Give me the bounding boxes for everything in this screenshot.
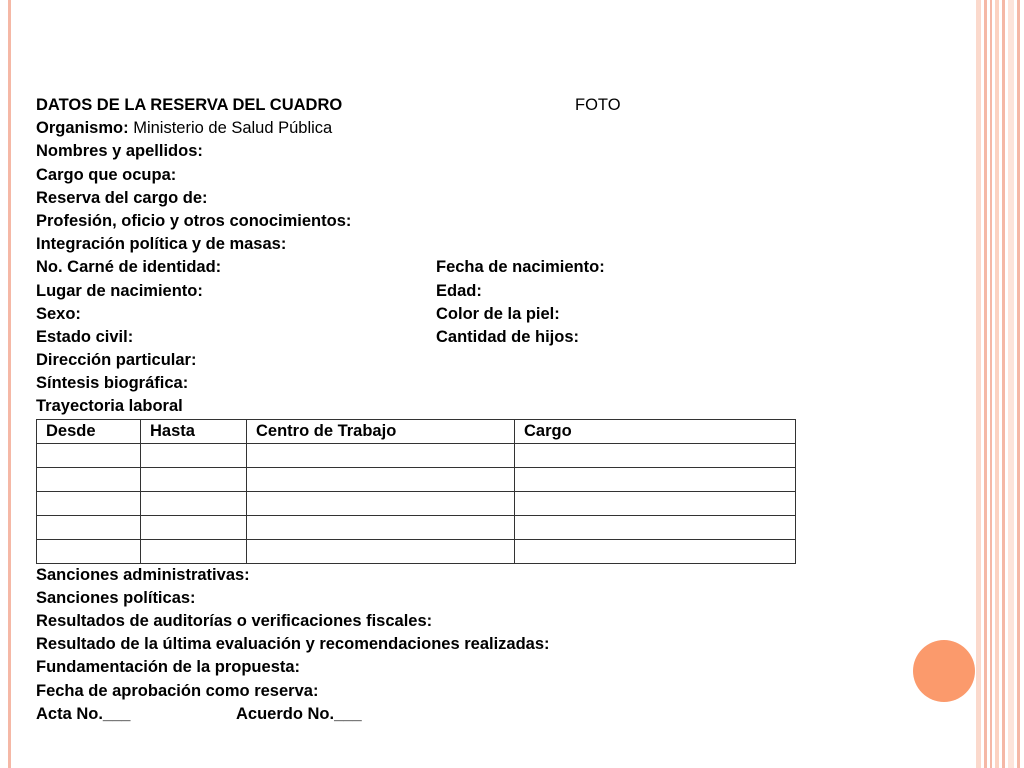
table-row (37, 515, 796, 539)
table-cell (247, 443, 515, 467)
table-row (37, 539, 796, 563)
field-integracion: Integración política y de masas: (36, 235, 287, 254)
reserve-form (36, 94, 796, 726)
field-sintesis: Síntesis biográfica: (36, 374, 189, 393)
trayectoria-table (36, 419, 796, 564)
table-cell (141, 539, 247, 563)
table-header-row (37, 419, 796, 443)
field-carne: No. Carné de identidad: (36, 258, 222, 277)
form-title: DATOS DE LA RESERVA DEL CUADRO (36, 96, 343, 114)
table-cell (37, 539, 141, 563)
table-cell (247, 539, 515, 563)
field-row-civil-hijos (36, 326, 796, 349)
table-cell (515, 515, 796, 539)
field-row-sexo-piel (36, 303, 796, 326)
field-fecha-nacimiento: Fecha de nacimiento: (436, 258, 605, 277)
field-nombres: Nombres y apellidos: (36, 142, 203, 161)
table-cell (37, 443, 141, 467)
col-header-cargo: Cargo (515, 419, 796, 443)
left-decorative-rule (8, 0, 11, 768)
field-fundamentacion: Fundamentación de la propuesta: (36, 658, 301, 677)
field-fecha-aprobacion: Fecha de aprobación como reserva: (36, 681, 319, 700)
field-edad: Edad: (436, 281, 482, 300)
field-auditorias: Resultados de auditorías o verificaciones fiscales: (36, 612, 433, 630)
field-reserva-cargo: Reserva del cargo de: (36, 188, 208, 207)
table-cell (141, 515, 247, 539)
table-cell (37, 515, 141, 539)
table-row (37, 443, 796, 467)
table-cell (247, 467, 515, 491)
table-cell (37, 491, 141, 515)
field-sexo: Sexo: (36, 304, 81, 323)
field-lugar-nacimiento: Lugar de nacimiento: (36, 281, 203, 300)
right-decorative-stripes (976, 0, 1024, 768)
table-cell (141, 443, 247, 467)
field-direccion: Dirección particular: (36, 351, 197, 370)
table-row (37, 491, 796, 515)
table-cell (515, 491, 796, 515)
accent-circle (913, 640, 975, 702)
field-sanciones-politicas: Sanciones políticas: (36, 588, 196, 607)
form-title-row (36, 94, 796, 117)
field-cargo-ocupa: Cargo que ocupa: (36, 165, 177, 184)
field-sanciones-admin: Sanciones administrativas: (36, 565, 250, 584)
acta-field: Acta No.___ (36, 704, 131, 723)
field-trayectoria: Trayectoria laboral (36, 397, 183, 416)
organismo-label: Organismo: (36, 119, 129, 138)
table-cell (247, 491, 515, 515)
acuerdo-field: Acuerdo No.___ (236, 704, 362, 723)
field-cantidad-hijos: Cantidad de hijos: (436, 327, 580, 346)
organismo-value: Ministerio de Salud Pública (133, 119, 333, 138)
col-header-centro: Centro de Trabajo (247, 419, 515, 443)
photo-label: FOTO (575, 96, 621, 114)
table-cell (515, 443, 796, 467)
table-cell (515, 467, 796, 491)
field-row-carne-fecha (36, 256, 796, 279)
footer-row (36, 703, 796, 726)
organismo-row (36, 117, 796, 140)
field-color-piel: Color de la piel: (436, 304, 560, 323)
table-cell (515, 539, 796, 563)
table-cell (247, 515, 515, 539)
col-header-hasta: Hasta (141, 419, 247, 443)
table-cell (141, 491, 247, 515)
field-row-lugar-edad (36, 280, 796, 303)
table-cell (37, 467, 141, 491)
col-header-desde: Desde (37, 419, 141, 443)
table-row (37, 467, 796, 491)
field-profesion: Profesión, oficio y otros conocimientos: (36, 211, 352, 230)
field-estado-civil: Estado civil: (36, 327, 134, 346)
field-ultima-evaluacion: Resultado de la última evaluación y recomendaciones realizadas: (36, 635, 550, 654)
table-cell (141, 467, 247, 491)
